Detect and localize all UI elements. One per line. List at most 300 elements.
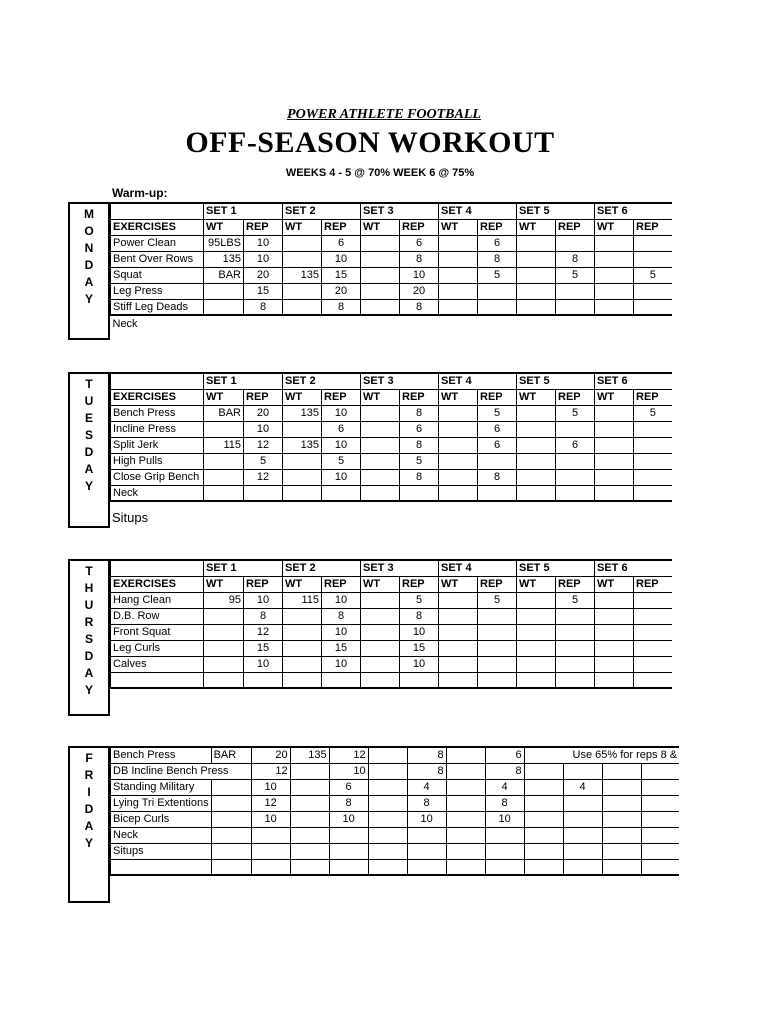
rep-cell: 10 bbox=[251, 811, 290, 827]
weight-cell bbox=[595, 469, 634, 485]
set-label: SET 2 bbox=[283, 203, 361, 219]
rep-cell: 10 bbox=[485, 811, 524, 827]
weight-cell bbox=[361, 592, 400, 608]
rep-cell bbox=[634, 640, 672, 656]
rep-header: REP bbox=[478, 389, 517, 405]
rep-cell: 8 bbox=[244, 299, 283, 315]
rep-cell: 8 bbox=[244, 608, 283, 624]
weight-cell bbox=[204, 640, 244, 656]
weight-cell bbox=[211, 811, 251, 827]
rep-cell bbox=[290, 763, 329, 779]
rep-cell: 20 bbox=[251, 747, 290, 763]
day-letter: Y bbox=[84, 479, 93, 493]
weight-cell bbox=[283, 608, 322, 624]
rep-cell: 10 bbox=[244, 656, 283, 672]
weight-cell bbox=[439, 469, 478, 485]
rep-header: REP bbox=[400, 389, 439, 405]
day-letter: D bbox=[84, 649, 94, 663]
weight-cell: 115 bbox=[283, 592, 322, 608]
wt-header: WT bbox=[204, 389, 244, 405]
rep-header: REP bbox=[400, 576, 439, 592]
rep-cell: 6 bbox=[478, 235, 517, 251]
table-row bbox=[111, 827, 680, 843]
rep-cell: 12 bbox=[329, 747, 368, 763]
percentage-note: Use 65% for reps 8 & bbox=[524, 747, 679, 763]
rep-cell bbox=[478, 485, 517, 501]
weight-cell bbox=[283, 299, 322, 315]
rep-cell: 5 bbox=[400, 453, 439, 469]
day-letter: O bbox=[84, 224, 94, 238]
neck-label: Neck bbox=[112, 317, 138, 330]
weight-cell bbox=[439, 251, 478, 267]
rep-cell bbox=[478, 624, 517, 640]
exercise-name: D.B. Row bbox=[111, 608, 204, 624]
weight-cell bbox=[595, 485, 634, 501]
rep-cell bbox=[400, 485, 439, 501]
weight-cell bbox=[204, 656, 244, 672]
day-letter: D bbox=[84, 445, 94, 459]
weight-cell bbox=[204, 624, 244, 640]
weight-cell bbox=[204, 608, 244, 624]
rep-cell: 6 bbox=[322, 421, 361, 437]
weight-cell bbox=[361, 656, 400, 672]
rep-cell bbox=[641, 859, 679, 875]
weight-cell bbox=[524, 859, 563, 875]
day-letter: R bbox=[84, 768, 94, 782]
weight-cell bbox=[595, 283, 634, 299]
table-row bbox=[111, 485, 672, 501]
rep-cell bbox=[563, 795, 602, 811]
weight-cell bbox=[211, 843, 251, 859]
wt-header: WT bbox=[283, 389, 322, 405]
rep-cell bbox=[251, 843, 290, 859]
day-letter: I bbox=[87, 785, 91, 799]
rep-cell: 15 bbox=[322, 267, 361, 283]
rep-cell: 8 bbox=[407, 795, 446, 811]
wt-header: WT bbox=[517, 576, 556, 592]
weight-cell bbox=[439, 283, 478, 299]
wt-header: WT bbox=[439, 389, 478, 405]
rep-cell: 8 bbox=[400, 405, 439, 421]
table-row bbox=[111, 859, 680, 875]
rep-cell: 6 bbox=[322, 235, 361, 251]
wt-header: WT bbox=[595, 219, 634, 235]
rep-cell: 8 bbox=[485, 763, 524, 779]
rep-cell: 10 bbox=[329, 763, 368, 779]
rep-cell bbox=[322, 672, 361, 688]
rep-cell bbox=[634, 469, 672, 485]
weight-cell bbox=[517, 235, 556, 251]
weight-cell bbox=[602, 779, 641, 795]
table-row bbox=[111, 656, 672, 672]
rep-cell bbox=[634, 608, 672, 624]
weight-cell bbox=[439, 421, 478, 437]
table-row bbox=[111, 235, 672, 251]
rep-cell bbox=[556, 299, 595, 315]
exercise-name: DB Incline Bench Press bbox=[111, 763, 252, 779]
exercise-name: Hang Clean bbox=[111, 592, 204, 608]
rep-cell bbox=[556, 608, 595, 624]
rep-header: REP bbox=[634, 576, 672, 592]
friday-label bbox=[68, 746, 110, 903]
rep-cell bbox=[485, 859, 524, 875]
rep-cell: 6 bbox=[485, 747, 524, 763]
weight-cell bbox=[204, 453, 244, 469]
weight-cell bbox=[595, 251, 634, 267]
weight-cell bbox=[361, 251, 400, 267]
rep-cell bbox=[641, 843, 679, 859]
thursday-table bbox=[110, 559, 672, 689]
exercise-name: Bench Press bbox=[111, 405, 204, 421]
weight-cell bbox=[517, 485, 556, 501]
rep-cell: 8 bbox=[407, 747, 446, 763]
day-letter: F bbox=[85, 751, 93, 765]
set-label: SET 3 bbox=[361, 373, 439, 389]
weight-cell bbox=[290, 795, 329, 811]
weight-cell bbox=[439, 299, 478, 315]
day-letter: A bbox=[84, 462, 94, 476]
weight-cell bbox=[361, 283, 400, 299]
rep-cell: 8 bbox=[478, 469, 517, 485]
weight-cell bbox=[283, 469, 322, 485]
rep-cell bbox=[368, 763, 407, 779]
weight-cell bbox=[595, 640, 634, 656]
table-row bbox=[111, 640, 672, 656]
rep-cell bbox=[556, 672, 595, 688]
rep-cell: 8 bbox=[400, 608, 439, 624]
weight-cell bbox=[602, 827, 641, 843]
rep-cell bbox=[641, 811, 679, 827]
weight-cell bbox=[211, 859, 251, 875]
weight-cell bbox=[361, 469, 400, 485]
weight-cell bbox=[361, 267, 400, 283]
rep-cell: 20 bbox=[244, 405, 283, 421]
weight-cell bbox=[517, 640, 556, 656]
weight-cell bbox=[283, 624, 322, 640]
rep-cell: 12 bbox=[251, 795, 290, 811]
weight-cell bbox=[361, 235, 400, 251]
rep-cell bbox=[563, 827, 602, 843]
rep-cell bbox=[556, 421, 595, 437]
rep-cell: 20 bbox=[244, 267, 283, 283]
weight-cell bbox=[361, 437, 400, 453]
weight-cell: BAR bbox=[204, 405, 244, 421]
rep-cell: 6 bbox=[400, 421, 439, 437]
page-title: OFF-SEASON WORKOUT bbox=[185, 126, 555, 159]
weight-cell: 115 bbox=[204, 437, 244, 453]
day-letter: Y bbox=[84, 836, 93, 850]
rep-cell: 8 bbox=[329, 795, 368, 811]
exercise-name: High Pulls bbox=[111, 453, 204, 469]
day-letter: U bbox=[84, 598, 94, 612]
rep-cell: 6 bbox=[329, 779, 368, 795]
weight-cell bbox=[439, 640, 478, 656]
rep-cell: 8 bbox=[556, 251, 595, 267]
set-label: SET 3 bbox=[361, 560, 439, 576]
rep-cell bbox=[329, 859, 368, 875]
rep-cell: 8 bbox=[400, 437, 439, 453]
set-label: SET 4 bbox=[439, 373, 517, 389]
weight-cell bbox=[368, 747, 407, 763]
weight-cell bbox=[439, 437, 478, 453]
table-row bbox=[111, 373, 672, 389]
weight-cell bbox=[439, 672, 478, 688]
table-row bbox=[111, 560, 672, 576]
table-row bbox=[111, 624, 672, 640]
rep-cell bbox=[485, 827, 524, 843]
set-label: SET 2 bbox=[283, 373, 361, 389]
weight-cell bbox=[602, 843, 641, 859]
weight-cell bbox=[439, 624, 478, 640]
rep-cell bbox=[322, 485, 361, 501]
weight-cell bbox=[204, 421, 244, 437]
wt-header: WT bbox=[595, 389, 634, 405]
table-row bbox=[111, 592, 672, 608]
weight-cell bbox=[368, 779, 407, 795]
rep-cell: 4 bbox=[485, 779, 524, 795]
rep-cell: 8 bbox=[400, 469, 439, 485]
neck-row bbox=[111, 315, 672, 331]
weight-cell bbox=[283, 656, 322, 672]
rep-cell bbox=[478, 608, 517, 624]
exercise-name: Neck bbox=[111, 827, 212, 843]
weight-cell bbox=[368, 859, 407, 875]
tuesday-table bbox=[110, 372, 672, 502]
situps-note: Situps bbox=[112, 510, 149, 525]
rep-cell: 10 bbox=[322, 469, 361, 485]
rep-header: REP bbox=[556, 219, 595, 235]
day-letter: Y bbox=[84, 683, 93, 697]
exercise-name: Calves bbox=[111, 656, 204, 672]
weight-cell bbox=[283, 453, 322, 469]
rep-cell: 8 bbox=[407, 763, 446, 779]
rep-cell bbox=[634, 656, 672, 672]
exercise-name: Front Squat bbox=[111, 624, 204, 640]
day-letter: E bbox=[84, 411, 93, 425]
exercise-name: Power Clean bbox=[111, 235, 204, 251]
weight-cell bbox=[446, 811, 485, 827]
rep-cell bbox=[446, 763, 485, 779]
weight-cell bbox=[602, 795, 641, 811]
day-letter: U bbox=[84, 394, 94, 408]
blank-cell bbox=[111, 203, 204, 219]
weight-cell bbox=[361, 421, 400, 437]
weight-cell bbox=[211, 827, 251, 843]
rep-cell: 5 bbox=[634, 405, 672, 421]
day-letter: A bbox=[84, 666, 94, 680]
weight-cell bbox=[602, 859, 641, 875]
weight-cell: 135 bbox=[283, 405, 322, 421]
weight-cell bbox=[595, 624, 634, 640]
exercise-name: Bent Over Rows bbox=[111, 251, 204, 267]
weight-cell bbox=[517, 421, 556, 437]
exercise-name bbox=[111, 672, 204, 688]
set-label: SET 6 bbox=[595, 560, 672, 576]
weight-cell bbox=[361, 453, 400, 469]
rep-cell bbox=[407, 827, 446, 843]
rep-cell bbox=[634, 453, 672, 469]
set-label: SET 5 bbox=[517, 203, 595, 219]
day-letter: N bbox=[84, 241, 94, 255]
weight-cell bbox=[283, 485, 322, 501]
rep-cell bbox=[478, 299, 517, 315]
rep-cell: 5 bbox=[556, 592, 595, 608]
exercise-name: Incline Press bbox=[111, 421, 204, 437]
thursday-label bbox=[68, 559, 110, 716]
monday-label bbox=[68, 202, 110, 340]
set-label: SET 1 bbox=[204, 560, 283, 576]
weight-cell bbox=[368, 811, 407, 827]
weight-cell bbox=[595, 437, 634, 453]
weight-cell bbox=[283, 283, 322, 299]
weight-cell bbox=[517, 437, 556, 453]
day-letter: A bbox=[84, 275, 94, 289]
rep-cell bbox=[485, 843, 524, 859]
table-row bbox=[111, 421, 672, 437]
rep-cell bbox=[556, 469, 595, 485]
weight-cell bbox=[204, 283, 244, 299]
table-row bbox=[111, 469, 672, 485]
rep-cell: 5 bbox=[244, 453, 283, 469]
set-label: SET 5 bbox=[517, 373, 595, 389]
rep-cell: 5 bbox=[322, 453, 361, 469]
weight-cell bbox=[361, 299, 400, 315]
rep-cell bbox=[556, 656, 595, 672]
blank-cell bbox=[524, 763, 563, 779]
rep-cell bbox=[563, 811, 602, 827]
weight-cell bbox=[361, 485, 400, 501]
day-letter: S bbox=[84, 632, 93, 646]
weight-cell bbox=[290, 843, 329, 859]
rep-cell bbox=[556, 640, 595, 656]
table-row bbox=[111, 437, 672, 453]
rep-cell: 8 bbox=[400, 251, 439, 267]
weight-cell bbox=[368, 843, 407, 859]
friday-table bbox=[110, 746, 679, 876]
table-row bbox=[111, 453, 672, 469]
weight-cell bbox=[439, 235, 478, 251]
rep-cell: 12 bbox=[244, 437, 283, 453]
weight-cell bbox=[595, 405, 634, 421]
weight-cell: 135 bbox=[204, 251, 244, 267]
rep-cell: 10 bbox=[329, 811, 368, 827]
rep-cell bbox=[556, 283, 595, 299]
wt-header: WT bbox=[361, 219, 400, 235]
weight-cell bbox=[204, 469, 244, 485]
weight-cell bbox=[524, 843, 563, 859]
rep-cell bbox=[634, 235, 672, 251]
day-letter: Y bbox=[84, 292, 93, 306]
exercises-header: EXERCISES bbox=[111, 389, 204, 405]
rep-cell: 10 bbox=[244, 235, 283, 251]
weight-cell bbox=[290, 811, 329, 827]
weight-cell: 135 bbox=[283, 437, 322, 453]
rep-cell: 10 bbox=[400, 267, 439, 283]
exercise-name: Situps bbox=[111, 843, 212, 859]
weight-cell bbox=[446, 747, 485, 763]
rep-cell bbox=[556, 453, 595, 469]
rep-cell: 5 bbox=[556, 267, 595, 283]
day-letter: D bbox=[84, 258, 94, 272]
weight-cell bbox=[446, 827, 485, 843]
table-row bbox=[111, 763, 680, 779]
rep-cell: 20 bbox=[322, 283, 361, 299]
weight-cell bbox=[290, 827, 329, 843]
rep-cell: 5 bbox=[634, 267, 672, 283]
rep-cell bbox=[641, 795, 679, 811]
table-row bbox=[111, 608, 672, 624]
rep-cell: 5 bbox=[478, 267, 517, 283]
blank-cell bbox=[641, 763, 679, 779]
weight-cell bbox=[517, 592, 556, 608]
weight-cell bbox=[595, 235, 634, 251]
weight-cell bbox=[439, 267, 478, 283]
weight-cell bbox=[439, 608, 478, 624]
weight-cell bbox=[361, 624, 400, 640]
set-label: SET 1 bbox=[204, 373, 283, 389]
blank-cell bbox=[111, 373, 204, 389]
set-label: SET 5 bbox=[517, 560, 595, 576]
rep-header: REP bbox=[634, 389, 672, 405]
rep-cell: 8 bbox=[322, 608, 361, 624]
wt-header: WT bbox=[204, 576, 244, 592]
monday-table bbox=[110, 202, 672, 331]
rep-cell: 10 bbox=[400, 624, 439, 640]
weight-cell bbox=[595, 656, 634, 672]
weight-cell bbox=[595, 299, 634, 315]
warmup-label: Warm-up: bbox=[112, 186, 168, 200]
rep-cell: 5 bbox=[400, 592, 439, 608]
rep-cell: 10 bbox=[322, 251, 361, 267]
rep-cell bbox=[556, 235, 595, 251]
rep-cell bbox=[556, 624, 595, 640]
exercise-name: Squat bbox=[111, 267, 204, 283]
rep-cell: 6 bbox=[478, 437, 517, 453]
weight-cell bbox=[204, 672, 244, 688]
rep-cell: 10 bbox=[322, 592, 361, 608]
weight-cell: 135 bbox=[283, 267, 322, 283]
rep-header: REP bbox=[400, 219, 439, 235]
weight-cell bbox=[283, 235, 322, 251]
table-row bbox=[111, 811, 680, 827]
weight-cell bbox=[524, 795, 563, 811]
rep-cell bbox=[563, 843, 602, 859]
exercise-name: Leg Press bbox=[111, 283, 204, 299]
rep-cell: 10 bbox=[322, 624, 361, 640]
rep-cell: 8 bbox=[485, 795, 524, 811]
table-row bbox=[111, 389, 672, 405]
rep-header: REP bbox=[322, 219, 361, 235]
rep-cell: 5 bbox=[478, 405, 517, 421]
table-row bbox=[111, 795, 680, 811]
weight-cell bbox=[439, 485, 478, 501]
blank-cell bbox=[602, 763, 641, 779]
weight-cell bbox=[517, 405, 556, 421]
weight-cell bbox=[439, 405, 478, 421]
rep-cell: 15 bbox=[244, 283, 283, 299]
set-label: SET 6 bbox=[595, 373, 672, 389]
exercise-name: Leg Curls bbox=[111, 640, 204, 656]
table-row bbox=[111, 299, 672, 315]
rep-header: REP bbox=[478, 219, 517, 235]
weight-cell bbox=[524, 779, 563, 795]
exercise-name: Lying Tri Extentions bbox=[111, 795, 212, 811]
rep-cell: 12 bbox=[251, 763, 290, 779]
rep-header: REP bbox=[244, 576, 283, 592]
rep-cell bbox=[478, 640, 517, 656]
rep-cell: 4 bbox=[563, 779, 602, 795]
day-letter: H bbox=[84, 581, 94, 595]
